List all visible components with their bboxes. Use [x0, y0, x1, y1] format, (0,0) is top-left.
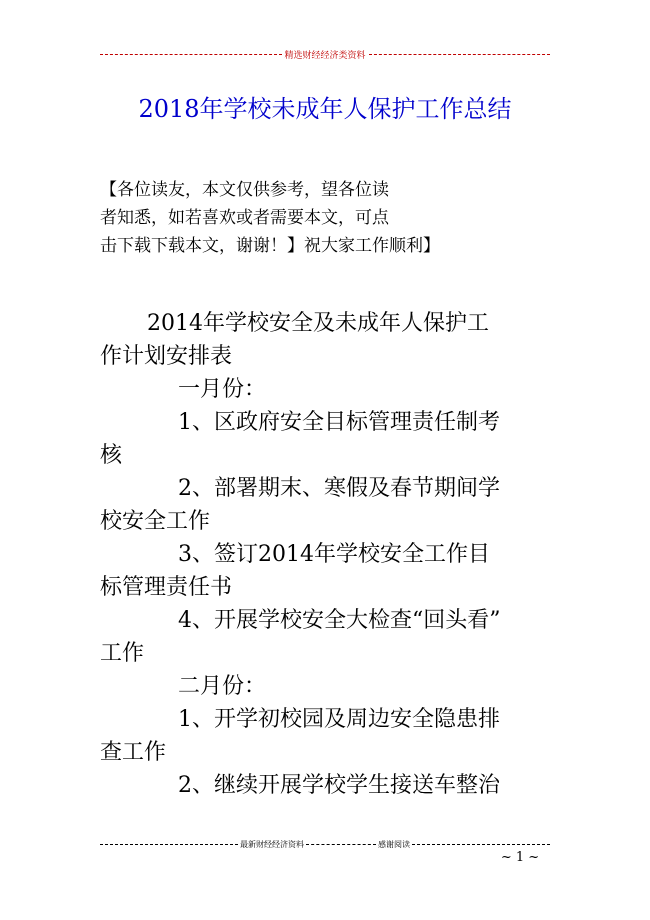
list-item-continuation: 工作: [100, 641, 145, 666]
list-item-continuation: 查工作: [100, 740, 167, 765]
footer-dash-middle: [306, 844, 376, 845]
list-item-continuation: 核: [100, 443, 123, 468]
header-dash-left: [100, 54, 282, 55]
notice-line: 【各位读友，本文仅供参考，望各位读: [100, 180, 389, 200]
list-item: 2、部署期末、寒假及春节期间学: [178, 476, 500, 501]
list-item: 1、开学初校园及周边安全隐患排: [178, 707, 500, 732]
body-heading-line: 2014年学校安全及未成年人保护工: [147, 311, 489, 336]
month-heading-february: 二月份：: [178, 674, 267, 699]
footer-dash-left: [100, 844, 238, 845]
footer-right-text: 感谢阅读: [378, 839, 410, 849]
footer-left-text: 最新财经经济资料: [240, 839, 304, 849]
list-item-continuation: 标管理责任书: [100, 575, 233, 600]
header-text: 精选财经经济类资料: [284, 50, 366, 61]
header-rule: [100, 46, 550, 62]
header-dash-right: [369, 54, 551, 55]
footer-dash-right: [412, 844, 550, 845]
body-heading-line: 作计划安排表: [100, 344, 233, 369]
list-item: 1、区政府安全目标管理责任制考: [178, 410, 500, 435]
list-item: 3、签订2014年学校安全工作目: [178, 542, 490, 567]
notice-line: 击下载下载本文，谢谢！】祝大家工作顺利】: [100, 236, 440, 256]
month-heading-january: 一月份：: [178, 377, 267, 402]
list-item: 2、继续开展学校学生接送车整治: [178, 773, 500, 798]
list-item-continuation: 校安全工作: [100, 509, 211, 534]
footer-rule: [100, 837, 550, 851]
list-item: 4、开展学校安全大检查“回头看”: [178, 608, 501, 633]
document-title: 2018年学校未成年人保护工作总结: [138, 95, 512, 123]
notice-line: 者知悉，如若喜欢或者需要本文，可点: [100, 208, 389, 228]
page-number: ~ 1 ~: [500, 850, 540, 865]
download-notice: [100, 176, 540, 260]
document-body: [100, 307, 550, 802]
